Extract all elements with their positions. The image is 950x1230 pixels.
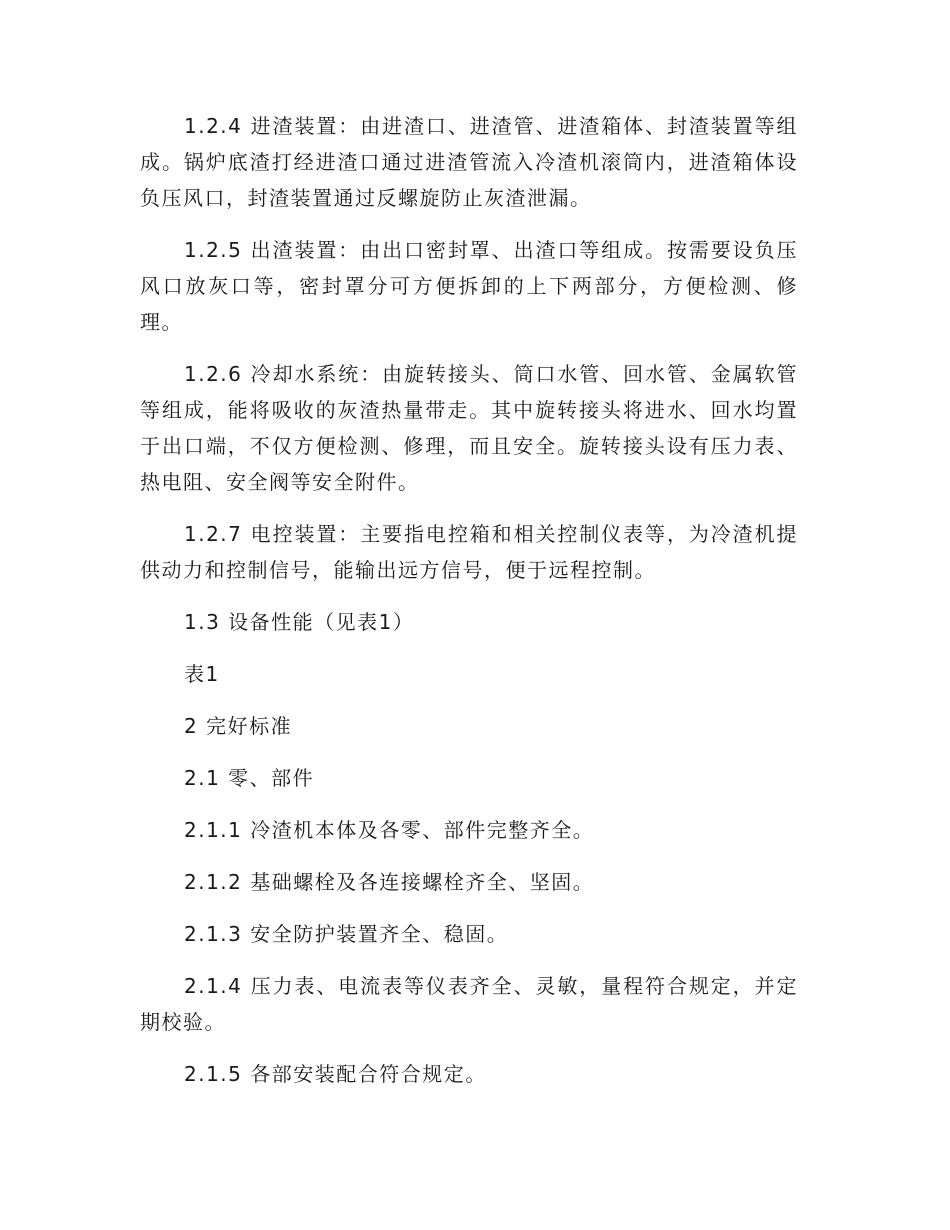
paragraph-1-2-6-cooling-water: 1.2.6 冷却水系统：由旋转接头、筒口水管、回水管、金属软管等组成，能将吸收的灰渣热量带走。其中旋转接头将进水、回水均置于出口端，不仅方便检测、修理，而且安全。旋转接头设有压力表、热电阻、安全阀等安全附件。 bbox=[140, 362, 798, 494]
item-2-1-3: 2.1.3 安全防护装置齐全、稳固。 bbox=[184, 922, 509, 946]
item-2-1-1: 2.1.1 冷渣机本体及各零、部件完整齐全。 bbox=[184, 818, 595, 842]
item-2-1-4: 2.1.4 压力表、电流表等仪表齐全、灵敏，量程符合规定，并定期校验。 bbox=[140, 974, 798, 1034]
paragraph-1-2-4-slag-inlet: 1.2.4 进渣装置：由进渣口、进渣管、进渣箱体、封渣装置等组成。锅炉底渣打经进渣口通过进渣管流入冷渣机滚筒内，进渣箱体设负压风口，封渣装置通过反螺旋防止灰渣泄漏。 bbox=[140, 114, 798, 210]
item-2-1-5: 2.1.5 各部安装配合符合规定。 bbox=[184, 1062, 487, 1086]
document-page bbox=[140, 108, 798, 1108]
section-2-heading: 2 完好标准 bbox=[184, 714, 293, 738]
section-2-1-heading: 2.1 零、部件 bbox=[184, 766, 315, 790]
paragraph-1-2-5-slag-outlet: 1.2.5 出渣装置：由出口密封罩、出渣口等组成。按需要设负压风口放灰口等，密封罩分可方便拆卸的上下两部分，方便检测、修理。 bbox=[140, 238, 798, 334]
table-1-caption: 表1 bbox=[184, 662, 220, 686]
section-1-3-performance: 1.3 设备性能（见表1） bbox=[184, 610, 415, 634]
item-2-1-2: 2.1.2 基础螺栓及各连接螺栓齐全、坚固。 bbox=[184, 870, 595, 894]
paragraph-1-2-7-electric-control: 1.2.7 电控装置：主要指电控箱和相关控制仪表等，为冷渣机提供动力和控制信号，能输出远方信号，便于远程控制。 bbox=[140, 522, 798, 582]
